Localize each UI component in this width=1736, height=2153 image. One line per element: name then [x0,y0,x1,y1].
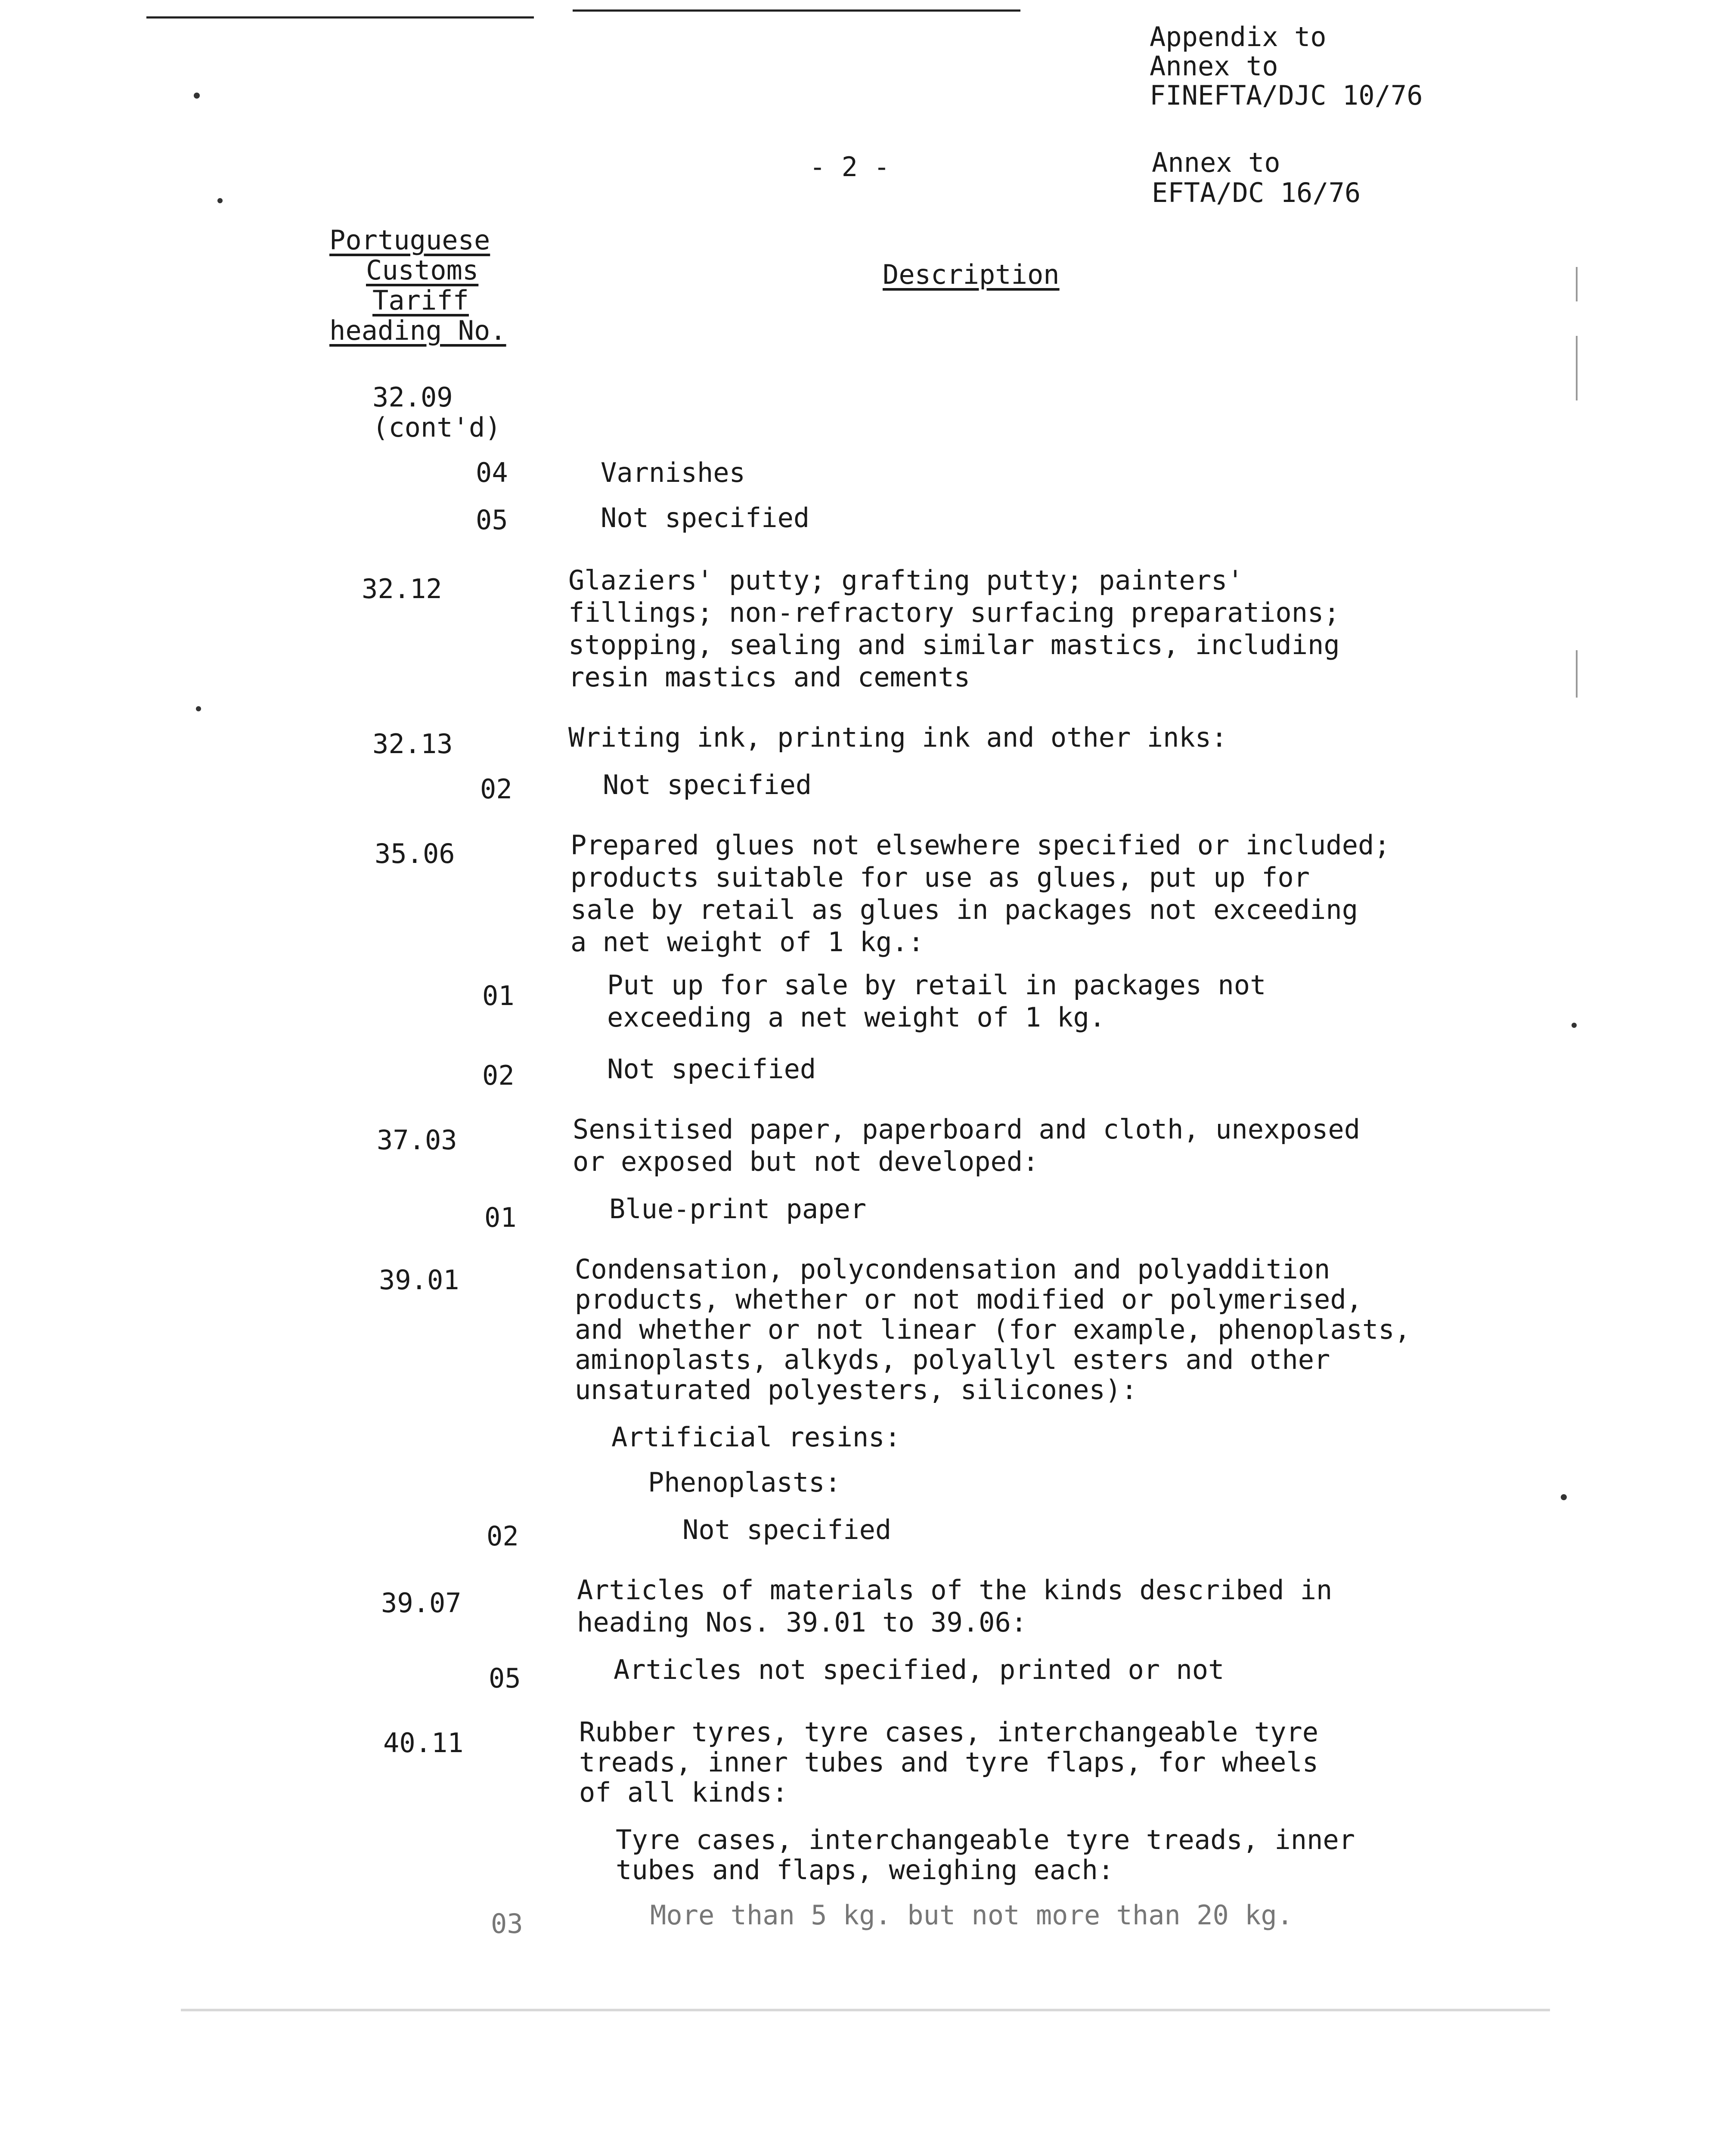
description-text: Articles of materials of the kinds described in [577,1574,1333,1606]
subheading-number: 04 [476,457,508,488]
description-text: Sensitised paper, paperboard and cloth, unexposed [573,1114,1361,1145]
description-text: Put up for sale by retail in packages not [607,969,1266,1001]
description-text: Prepared glues not elsewhere specified or included; [570,829,1390,861]
top-border-line [573,9,1020,12]
description-text: Not specified [601,502,810,534]
heading-number: 40.11 [383,1727,464,1759]
description-text: Not specified [607,1053,816,1085]
scan-speck [1572,1023,1577,1028]
description-text: exceeding a net weight of 1 kg. [607,1002,1106,1033]
subheading-number: 02 [480,773,512,805]
description-text: a net weight of 1 kg.: [570,926,924,958]
description-text: treads, inner tubes and tyre flaps, for wheels [579,1747,1319,1778]
binding-mark [1576,650,1578,698]
subheading-number: 03 [491,1908,523,1939]
description-text: stopping, sealing and similar mastics, including [568,629,1340,661]
description-col-title: Description [883,259,1060,290]
ref-annex-line: Annex to [1150,50,1278,82]
ref-finefta-line: FINEFTA/DJC 10/76 [1150,80,1423,111]
description-text: Not specified [682,1514,892,1545]
heading-number: 39.01 [379,1264,459,1296]
heading-number: 32.13 [372,728,453,760]
subheading-number: 01 [484,1202,517,1233]
subheading-number: 02 [482,1060,515,1091]
heading-number-note: (cont'd) [372,412,501,443]
description-text: of all kinds: [579,1777,788,1808]
description-text: Phenoplasts: [648,1467,841,1498]
description-text: products suitable for use as glues, put up for [570,862,1310,893]
description-text: Tyre cases, interchangeable tyre treads, inner [616,1824,1355,1855]
heading-number: 37.03 [377,1124,457,1156]
binding-mark [1576,336,1578,400]
subheading-number: 05 [489,1663,521,1694]
description-text: Blue-print paper [609,1193,867,1225]
scan-noise-line [181,2009,1550,2011]
subheading-number: 01 [482,980,515,1011]
ref-annex-line-2: Annex to [1152,147,1280,178]
heading-number: 32.12 [362,573,442,605]
ref-efta-dc-line: EFTA/DC 16/76 [1152,177,1361,208]
page-number: - 2 - [809,151,890,183]
heading-number: 32.09 [372,382,453,413]
description-text: resin mastics and cements [568,661,970,693]
description-text: Condensation, polycondensation and polyaddition [575,1253,1330,1285]
description-text: products, whether or not modified or polymerised, [575,1284,1363,1315]
heading-col-title: Tariff [372,285,469,316]
heading-number: 39.07 [381,1587,462,1619]
binding-mark [1576,267,1578,301]
subheading-number: 05 [476,504,508,536]
scan-speck [217,198,223,203]
heading-col-title: heading No. [329,315,506,346]
description-text: or exposed but not developed: [573,1146,1039,1177]
description-text: Artificial resins: [611,1421,901,1453]
description-text: More than 5 kg. but not more than 20 kg. [650,1899,1293,1931]
description-text: tubes and flaps, weighing each: [616,1854,1114,1886]
heading-col-title: Portuguese [329,224,490,256]
description-text: and whether or not linear (for example, phenoplasts, [575,1314,1411,1345]
description-text: Not specified [603,769,812,800]
description-text: sale by retail as glues in packages not exceeding [570,894,1358,925]
scan-speck [1561,1494,1567,1500]
description-text: Articles not specified, printed or not [614,1654,1224,1685]
description-text: unsaturated polyesters, silicones): [575,1374,1138,1405]
description-text: Rubber tyres, tyre cases, interchangeable tyre [579,1716,1319,1748]
description-text: fillings; non-refractory surfacing preparations; [568,597,1340,628]
description-text: Writing ink, printing ink and other inks: [568,722,1228,753]
heading-col-title: Customs [366,254,479,286]
description-text: aminoplasts, alkyds, polyallyl esters and other [575,1344,1330,1375]
subheading-number: 02 [487,1520,519,1552]
description-text: heading Nos. 39.01 to 39.06: [577,1607,1027,1638]
ref-appendix-line: Appendix to [1150,21,1327,53]
top-border-line [146,16,534,19]
description-text: Glaziers' putty; grafting putty; painters' [568,565,1243,596]
scan-speck [194,93,200,99]
heading-number: 35.06 [375,838,455,869]
scan-speck [196,706,201,711]
description-text: Varnishes [601,457,745,488]
